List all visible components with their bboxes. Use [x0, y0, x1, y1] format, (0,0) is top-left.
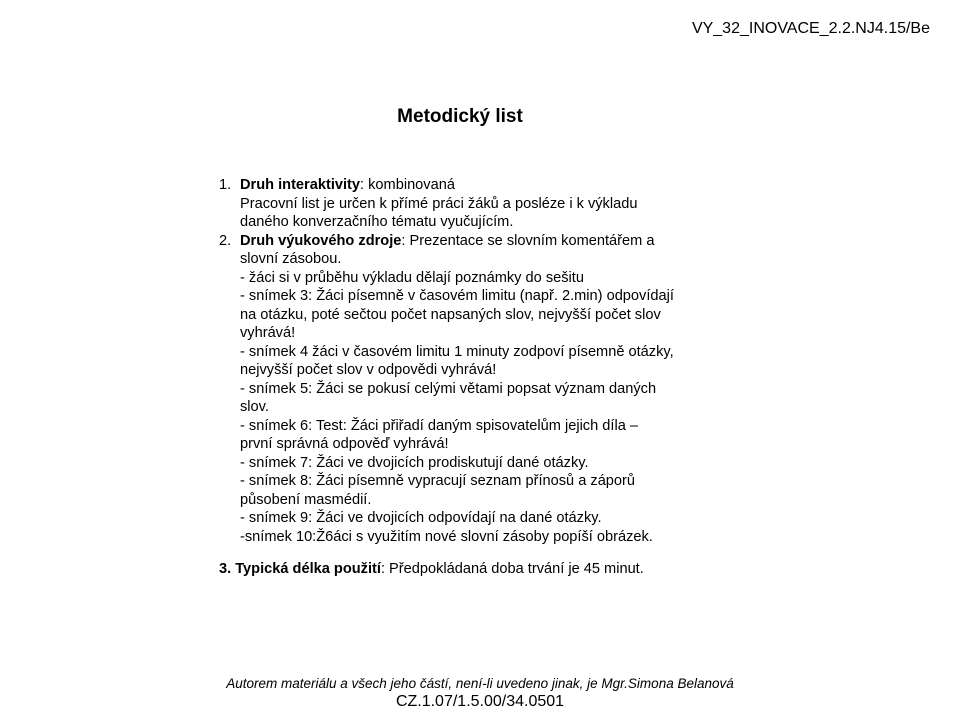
section-2-line: působení masmédií. [240, 491, 372, 508]
section-2-line: - snímek 7: Žáci ve dvojicích prodiskutují dané otázky. [240, 454, 589, 471]
section-2-line: slov. [240, 399, 269, 415]
section-2-line: -snímek 10:Ž6áci s využitím nové slovní zásoby popíší obrázek. [240, 528, 653, 545]
page-title-text: Metodický list [397, 106, 523, 127]
document-body [219, 176, 739, 579]
section-1-line: Pracovní list je určen k přímé práci žáků a posléze i k výkladu [240, 195, 638, 212]
section-3 [219, 560, 739, 579]
section-2-body [240, 232, 739, 547]
section-3-label: 3. Typická délka použití [219, 561, 381, 577]
section-1-body [240, 176, 739, 232]
section-2-line: slovní zásobou. [240, 251, 342, 267]
section-2-number: 2. [219, 232, 232, 249]
section-2-line: - snímek 6: Test: Žáci přiřadí daným spisovatelům jejich díla – [240, 417, 638, 434]
section-1 [219, 176, 739, 232]
section-2-line: - snímek 4 žáci v časovém limitu 1 minuty zodpoví písemně otázky, [240, 343, 674, 360]
section-2-line: nejvyšší počet slov v odpovědi vyhrává! [240, 362, 497, 378]
section-2 [219, 232, 739, 547]
document-code: VY_32_INOVACE_2.2.NJ4.15/Be [691, 20, 930, 37]
section-2-line: - snímek 5: Žáci se pokusí celými větami popsat význam daných [240, 380, 657, 397]
section-2-line: - snímek 9: Žáci ve dvojicích odpovídají na dané otázky. [240, 510, 602, 526]
section-2-line: na otázku, poté sečtou počet napsaných slov, nejvyšší počet slov [240, 306, 661, 323]
section-1-label: Druh interaktivity [240, 177, 361, 193]
project-code: CZ.1.07/1.5.00/34.0501 [395, 693, 565, 710]
section-1-line: daného konverzačního tématu vyučujícím. [240, 214, 514, 230]
section-2-line: vyhrává! [240, 325, 296, 341]
section-2-line: - snímek 3: Žáci písemně v časovém limitu (např. 2.min) odpovídají [240, 288, 674, 304]
section-1-number: 1. [219, 177, 232, 193]
section-2-line: - snímek 8: Žáci písemně vypracují seznam přínosů a záporů [240, 473, 636, 489]
author-note: Autorem materiálu a všech jeho částí, není-li uvedeno jinak, je Mgr.Simona Belanová [226, 676, 734, 691]
section-1-value: : kombinovaná [360, 177, 455, 193]
section-2-label: Druh výukového zdroje [240, 232, 402, 249]
page-title [0, 106, 960, 128]
section-1-heading [240, 176, 739, 195]
section-2-line: - žáci si v průběhu výkladu dělají poznámky do sešitu [240, 269, 584, 286]
section-2-heading [240, 232, 739, 251]
section-2-value: : Prezentace se slovním komentářem a [401, 232, 655, 249]
section-2-line: první správná odpověď vyhrává! [240, 436, 449, 452]
section-3-value: : Předpokládaná doba trvání je 45 minut. [380, 561, 644, 577]
